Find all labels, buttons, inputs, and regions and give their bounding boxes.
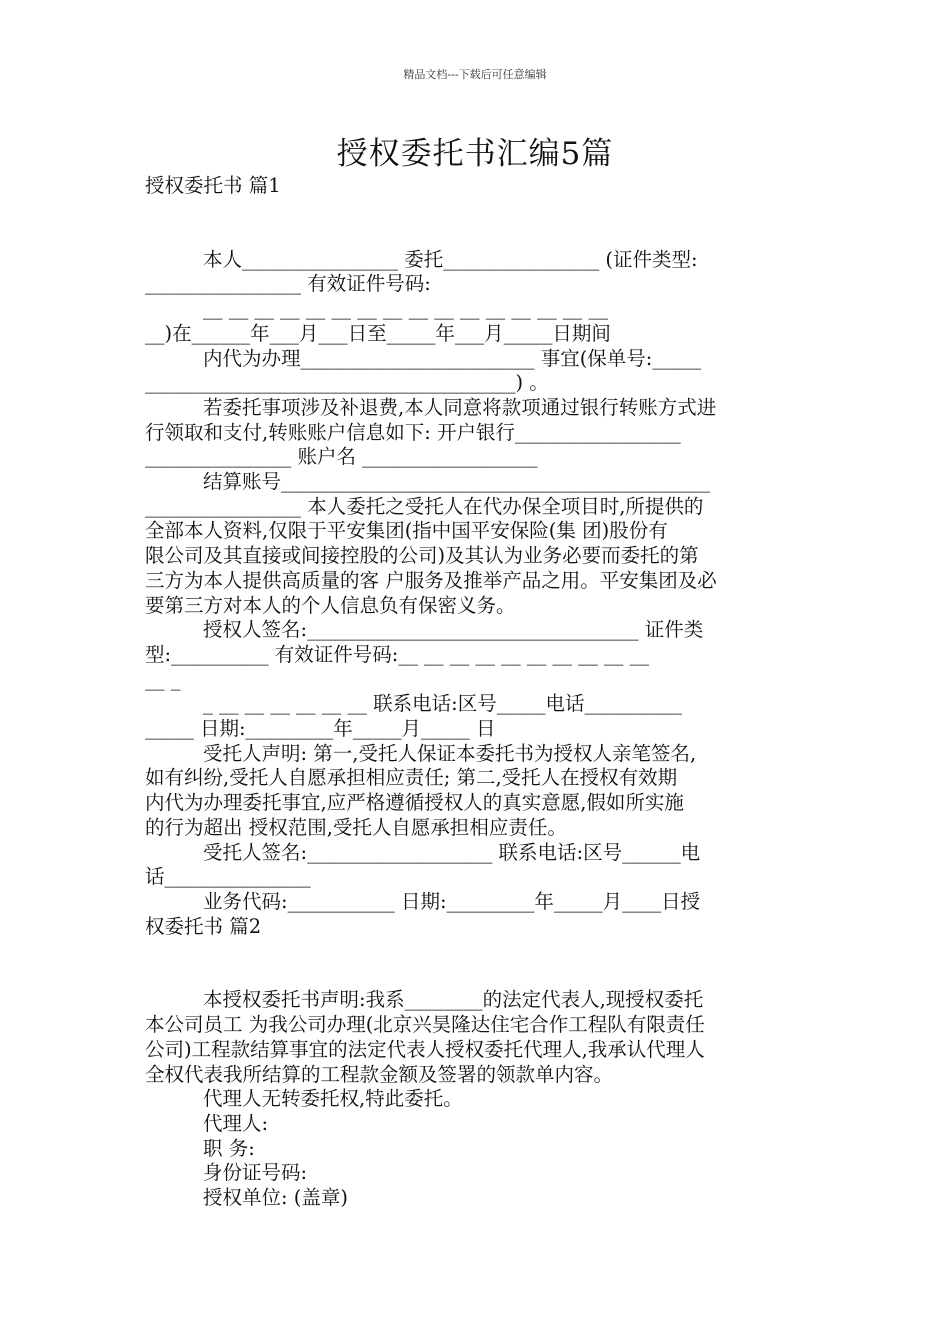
body-line: _ __ __ __ __ __ __ 联系电话:区号_____电话__________	[203, 692, 682, 716]
body-line: 职 务:	[203, 1136, 255, 1160]
body-line: 全权代表我所结算的工程款金额及签署的领款单内容。	[145, 1062, 614, 1086]
body-line: ______________________________________) 。	[145, 371, 549, 395]
body-line: 三方为本人提供高质量的客 户服务及推举产品之用。平安集团及必	[145, 568, 717, 592]
body-line: 型:__________ 有效证件号码:__ __ __ __ __ __ __ __ __ __	[145, 642, 650, 666]
body-line: 如有纠纷,受托人自愿承担相应责任; 第二,受托人在授权有效期	[145, 766, 678, 790]
body-line: __)在______年___月___日至_____年___月_____日期间	[145, 321, 611, 345]
body-line: 内代为办理________________________ 事宜(保单号:_____	[203, 346, 702, 370]
body-line: 本人________________ 委托________________ (证件类型:	[203, 247, 698, 271]
body-line: 限公司及其直接或间接控股的公司)及其认为业务必要而委托的第	[145, 544, 699, 568]
body-line: 结算账号____________________________________________	[203, 470, 711, 494]
body-line: 授权人签名:__________________________________ 证件类	[203, 618, 704, 642]
body-line: 受托人声明: 第一,受托人保证本委托书为授权人亲笔签名,	[203, 741, 697, 765]
section-heading: 授权委托书 篇1	[145, 174, 281, 197]
body-line: ________________ 本人委托之受托人在代办保全项目时,所提供的	[145, 494, 704, 518]
body-line: 内代为办理委托事宜,应严格遵循授权人的真实意愿,假如所实施	[145, 791, 684, 815]
body-line: 要第三方对本人的个人信息负有保密义务。	[145, 593, 516, 617]
body-line: 本公司员工 为我公司办理(北京兴昊隆达住宅合作工程队有限责任	[145, 1013, 705, 1037]
body-line: __ _	[145, 667, 181, 691]
body-line: __ __ __ __ __ __ __ __ __ __ __ __ __ __ __ __	[203, 297, 608, 321]
body-line: _____ 日期:_________年_____月_____ 日	[145, 717, 496, 741]
body-line: 本授权委托书声明:我系________的法定代表人,现授权委托	[203, 988, 704, 1012]
body-line: 若委托事项涉及补退费,本人同意将款项通过银行转账方式进	[203, 395, 717, 419]
body-line: _______________ 账户名 __________________	[145, 445, 538, 469]
body-line: 授权单位: (盖章)	[203, 1186, 348, 1210]
body-line: 公司)工程款结算事宜的法定代表人授权委托代理人,我承认代理人	[145, 1037, 705, 1061]
body-line: 代理人:	[203, 1111, 269, 1135]
body-line: 话_______________	[145, 865, 311, 889]
body-line: 业务代码:___________ 日期:_________年_____月____日授	[203, 889, 701, 913]
document-body	[145, 174, 807, 1211]
header-note: 精品文档---下载后可任意编辑	[403, 68, 547, 81]
body-line: 的行为超出 授权范围,受托人自愿承担相应责任。	[145, 815, 567, 839]
document-title: 授权委托书汇编5篇	[336, 136, 614, 172]
body-line: ________________ 有效证件号码:	[145, 272, 431, 296]
body-line: 代理人无转委托权,特此委托。	[203, 1087, 463, 1111]
section-heading: 权委托书 篇2	[145, 914, 262, 938]
body-line: 全部本人资料,仅限于平安集团(指中国平安保险(集 团)股份有	[145, 519, 668, 543]
body-line: 受托人签名:___________________ 联系电话:区号______电	[203, 840, 701, 864]
body-line: 行领取和支付,转账账户信息如下: 开户银行_________________	[145, 420, 681, 444]
body-line: 身份证号码:	[203, 1161, 308, 1185]
